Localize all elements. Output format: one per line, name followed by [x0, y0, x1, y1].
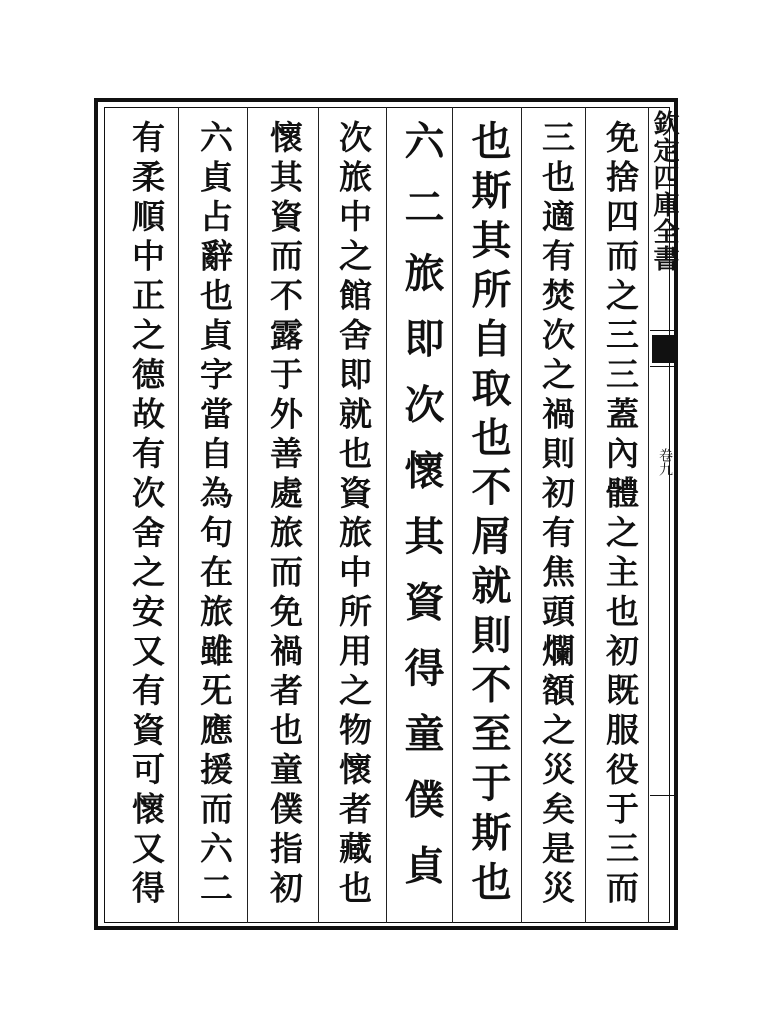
- ear-title: 欽定四庫全書: [649, 110, 679, 272]
- text-column-8: 有柔順中正之德故有次舍之安又有資可懷又得: [127, 120, 166, 910]
- ear-fish-tail: [652, 335, 676, 363]
- ear-juan: 卷九: [657, 448, 673, 476]
- text-column-1: 免捨四而之三三蓋內體之主也初既服役于三而: [601, 120, 640, 910]
- column-rule: [452, 107, 453, 923]
- text-column-7: 六貞占辭也貞字當自為句在旅雖旡應援而六二: [195, 120, 234, 910]
- column-rule: [318, 107, 319, 923]
- text-column-3: 也斯其所自取也不屑就則不至于斯也: [465, 120, 512, 910]
- column-rule: [521, 107, 522, 923]
- ear-line: [650, 366, 678, 367]
- text-column-6: 懷其資而不露于外善處旅而免禍者也童僕指初: [265, 120, 304, 910]
- text-column-2: 三也適有焚次之禍則初有焦頭爛額之災矣是災: [537, 120, 576, 910]
- ear-line: [650, 795, 678, 796]
- text-column-5: 次旅中之館舍即就也資旅中所用之物懷者藏也: [334, 120, 373, 910]
- column-rule: [178, 107, 179, 923]
- column-rule: [247, 107, 248, 923]
- text-column-4: 六二旅即次懷其資得童僕貞: [398, 120, 445, 910]
- column-rule: [386, 107, 387, 923]
- ear-line: [650, 330, 678, 331]
